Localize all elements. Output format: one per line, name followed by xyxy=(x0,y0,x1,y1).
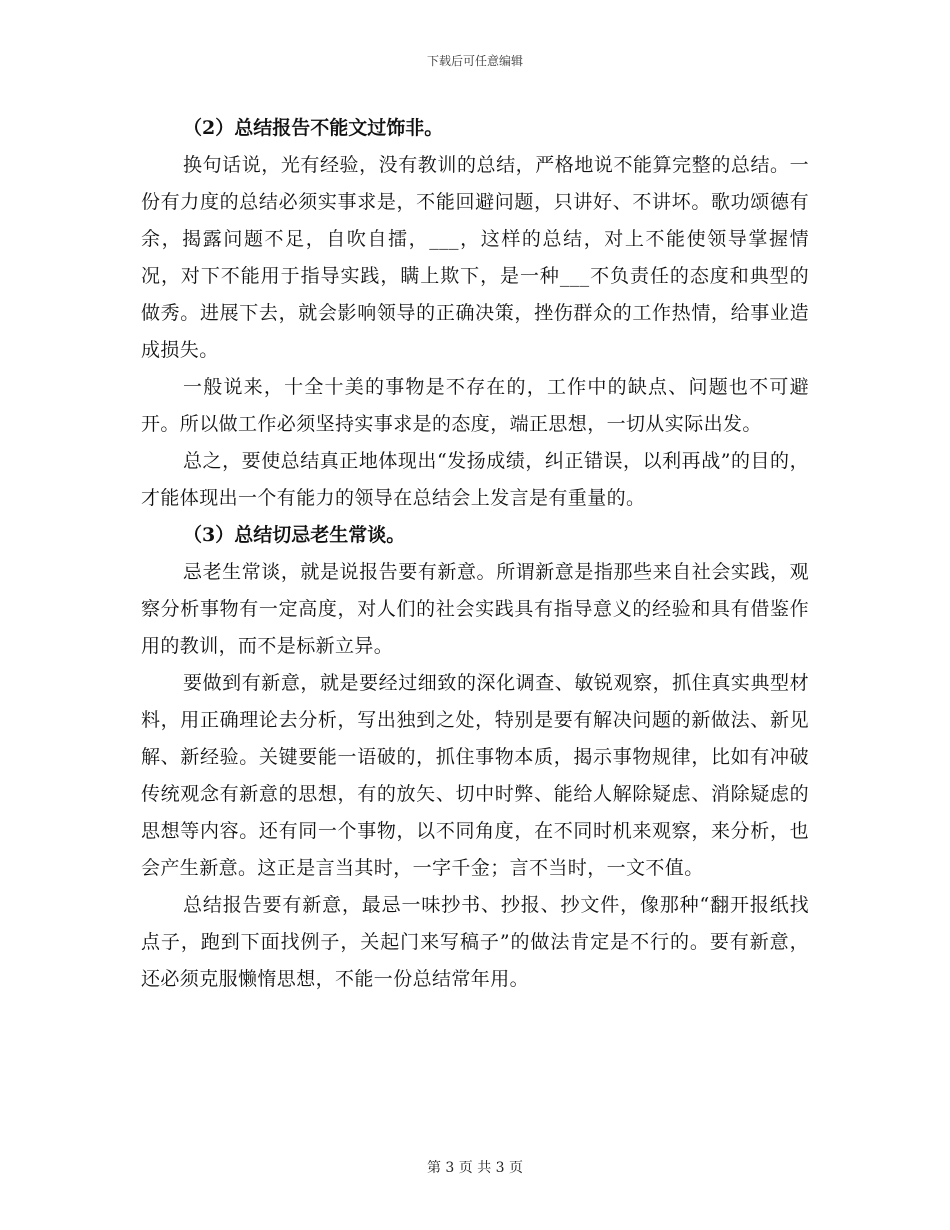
document-body xyxy=(141,110,809,998)
paragraph: 忌老生常谈，就是说报告要有新意。所谓新意是指那些来自社会实践，观察分析事物有一定高度，对人们的社会实践具有指导意义的经验和具有借鉴作用的教训，而不是标新立异。 xyxy=(141,561,809,657)
page-footer: 第 3 页 共 3 页 xyxy=(426,1160,524,1176)
paragraph: 总之，要使总结真正地体现出“发扬成绩，纠正错误，以利再战”的目的，才能体现出一个有能力的领导在总结会上发言是有重量的。 xyxy=(141,450,809,509)
page-header: 下载后可任意编辑 xyxy=(426,54,523,68)
paragraph: 总结报告要有新意，最忌一味抄书、抄报、抄文件，像那种“翻开报纸找点子，跑到下面找例子，关起门来写稿子”的做法肯定是不行的。要有新意，还必须克服懒惰思想，不能一份总结常年用。 xyxy=(141,894,809,990)
paragraph: 换句话说，光有经验，没有教训的总结，严格地说不能算完整的总结。一份有力度的总结必须实事求是，不能回避问题，只讲好、不讲坏。歌功颂德有余，揭露问题不足，自吹自擂，___，这样的总结，对上不能使领导掌握情况，对下不能用于指导实践，瞒上欺下，是一种___不负责任的态度和典型的做秀。进展下去，就会影响领导的正确决策，挫伤群众的工作热情，给事业造成损失。 xyxy=(141,154,809,361)
section-heading-2: （2）总结报告不能文过饰非。 xyxy=(183,117,444,139)
section-heading-3: （3）总结切忌老生常谈。 xyxy=(183,524,406,546)
paragraph: 要做到有新意，就是要经过细致的深化调查、敏锐观察，抓住真实典型材料，用正确理论去分析，写出独到之处，特别是要有解决问题的新做法、新见解、新经验。关键要能一语破的，抓住事物本质，揭示事物规律，比如有冲破传统观念有新意的思想，有的放矢、切中时弊、能给人解除疑虑、消除疑虑的思想等内容。还有同一个事物，以不同角度，在不同时机来观察，来分析，也会产生新意。这正是言当其时，一字千金；言不当时，一文不值。 xyxy=(141,672,809,879)
paragraph: 一般说来，十全十美的事物是不存在的，工作中的缺点、问题也不可避开。所以做工作必须坚持实事求是的态度，端正思想，一切从实际出发。 xyxy=(141,376,809,435)
